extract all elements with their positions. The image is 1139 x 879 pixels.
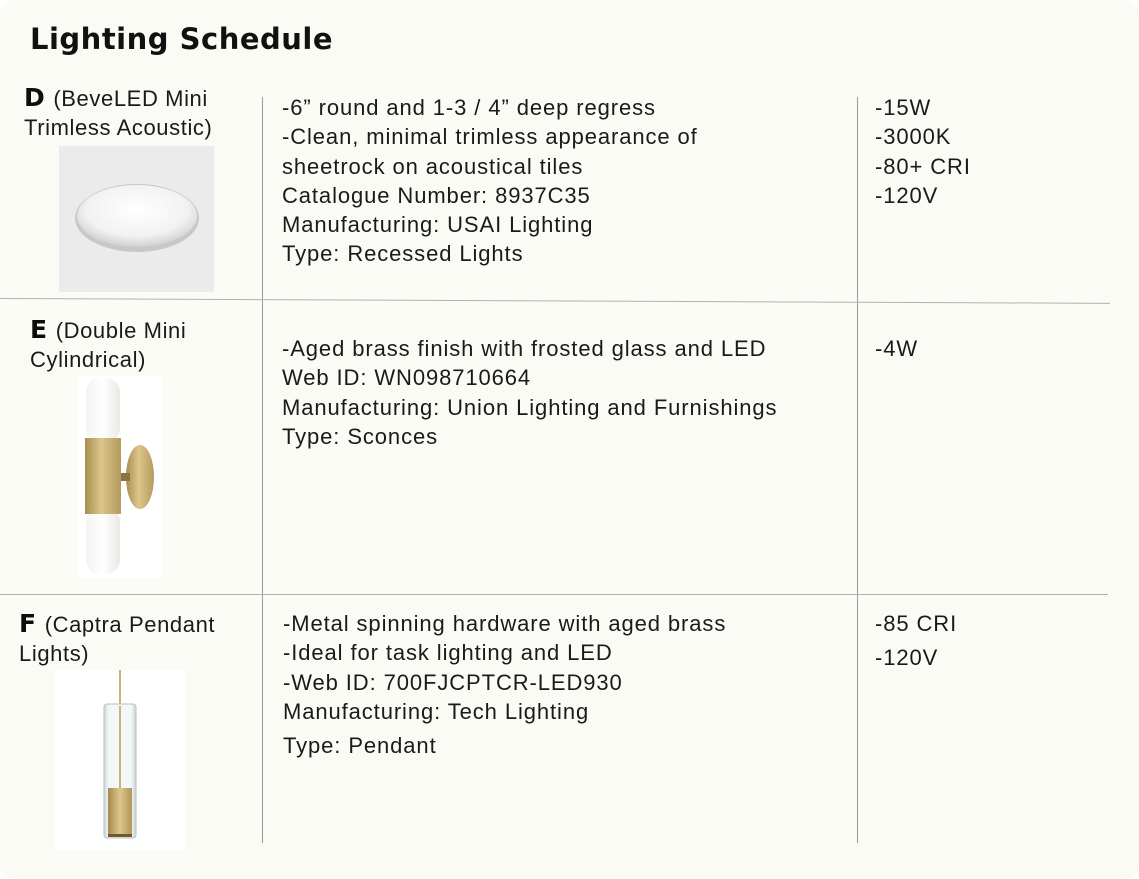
spec-line: -120V (875, 645, 939, 671)
fixture-name-line: Lights) (19, 641, 90, 666)
fixture-letter: E (30, 315, 48, 344)
detail-line: sheetrock on acoustical tiles (282, 153, 584, 179)
detail-line: -Metal spinning hardware with aged brass (283, 611, 727, 636)
detail-line: -Aged brass finish with frosted glass and LED (282, 336, 767, 361)
fixture-label-e (30, 315, 186, 374)
spec-line: -120V (875, 182, 939, 208)
row-divider-1 (0, 298, 1110, 304)
column-divider-right (857, 97, 858, 843)
column-divider-left (262, 97, 263, 843)
detail-line: Type: Sconces (282, 423, 438, 449)
fixture-name-line: Trimless Acoustic) (24, 115, 213, 140)
detail-line: Type: Recessed Lights (282, 241, 524, 267)
fixture-specs-d (875, 93, 971, 210)
fixture-letter: D (24, 83, 46, 112)
fixture-details-e (282, 334, 777, 451)
fixture-specs-f (875, 609, 957, 673)
detail-line: Manufacturing: Union Lighting and Furnishings (282, 394, 778, 420)
detail-line: Type: Pendant (283, 733, 437, 759)
fixture-label-f (19, 609, 215, 668)
row-divider-2 (0, 594, 1108, 595)
fixture-name-line: (BeveLED Mini (53, 86, 208, 111)
fixture-name-line: Cylindrical) (30, 347, 146, 372)
fixture-details-d (282, 93, 698, 269)
fixture-name-line: (Captra Pendant (44, 612, 216, 637)
detail-line: Manufacturing: Tech Lighting (283, 698, 590, 724)
fixture-details-f (283, 609, 726, 760)
wall-sconce-icon (78, 376, 162, 578)
spec-line: -3000K (875, 124, 952, 150)
detail-line: -Clean, minimal trimless appearance of (282, 124, 698, 150)
detail-line: Web ID: WN098710664 (282, 365, 532, 391)
spec-line: -15W (875, 95, 932, 120)
fixture-name-line: (Double Mini (55, 318, 187, 343)
pendant-light-icon (55, 670, 185, 850)
spec-line: -85 CRI (875, 611, 958, 636)
page-title: Lighting Schedule (30, 22, 334, 56)
spec-line: -80+ CRI (875, 153, 971, 179)
detail-line: Catalogue Number: 8937C35 (282, 182, 591, 208)
recessed-downlight-icon (59, 146, 214, 292)
fixture-specs-e (875, 334, 918, 363)
fixture-label-d (24, 83, 212, 142)
detail-line: Manufacturing: USAI Lighting (282, 212, 594, 238)
fixture-letter: F (19, 609, 37, 638)
detail-line: -6” round and 1-3 / 4” deep regress (282, 95, 656, 120)
spec-line: -4W (875, 336, 919, 361)
detail-line: -Web ID: 700FJCPTCR-LED930 (283, 669, 623, 695)
detail-line: -Ideal for task lighting and LED (283, 640, 613, 666)
